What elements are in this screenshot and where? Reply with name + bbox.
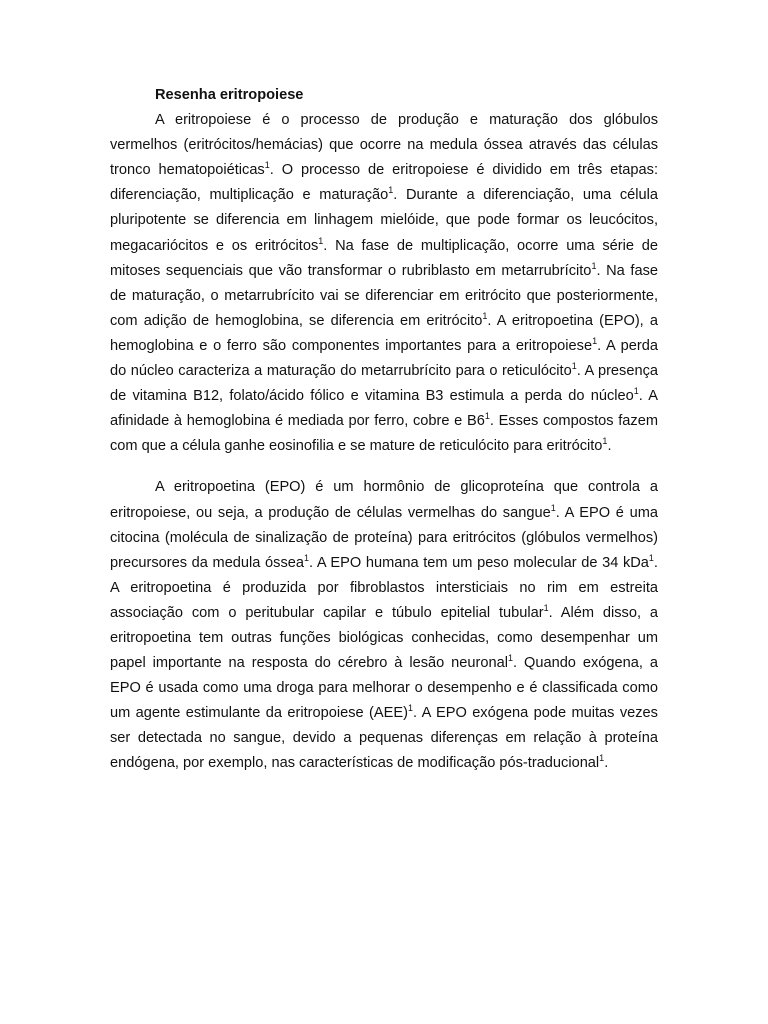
reference-number: 1 — [407, 703, 413, 714]
reference-number: 1 — [633, 386, 639, 397]
text-run: . — [604, 755, 609, 772]
reference-number: 1 — [550, 502, 556, 513]
text-run: . Na fase de multiplicação, ocorre uma série de mitoses sequenciais que vão transformar o rubriblasto em metarrubrícito — [110, 237, 658, 279]
reference-number: 1 — [482, 310, 488, 321]
text-run: A eritropoiese é o processo de produção e maturação dos glóbulos vermelhos (eritrócitos/hemácias) que ocorre na medula óssea através das células tronco hematopoiéticas — [110, 112, 658, 179]
reference-number: 1 — [484, 411, 490, 422]
reference-number: 1 — [571, 361, 577, 372]
reference-number: 1 — [318, 235, 324, 246]
text-run: . Quando exógena, a EPO é usada como uma droga para melhorar o desempenho e é classificada como um agente estimulante da eritropoiese (AEE) — [110, 655, 658, 722]
text-run: A eritropoetina (EPO) é um hormônio de glicoproteína que controla a eritropoiese, ou seja, a produção de células vermelhas do sangue — [110, 479, 658, 521]
reference-number: 1 — [543, 602, 549, 613]
reference-number: 1 — [303, 552, 309, 563]
document-page — [110, 83, 658, 777]
paragraph-2 — [110, 475, 658, 776]
reference-number: 1 — [602, 436, 608, 447]
document-title: Resenha eritropoiese — [155, 87, 304, 103]
reference-number: 1 — [388, 185, 394, 196]
text-run: . A perda do núcleo caracteriza a maturação do metarrubrícito para o reticulócito — [110, 337, 658, 380]
reference-number: 1 — [264, 160, 270, 171]
text-run: . A EPO é uma citocina (molécula de sinalização de proteína) para eritrócitos (glóbulos vermelhos) precursores da medula óssea — [110, 504, 658, 571]
reference-number: 1 — [592, 335, 598, 346]
reference-number: 1 — [599, 753, 605, 764]
text-run: . Além disso, a eritropoetina tem outras funções biológicas conhecidas, como desempenhar um papel importante na resposta do cérebro à lesão neuronal — [110, 604, 658, 672]
text-run: . Durante a diferenciação, uma célula pluripotente se diferencia em linhagem mielóide, que pode formar os leucócitos, megacariócitos e os eritrócitos — [110, 187, 658, 254]
text-run: . A EPO exógena pode muitas vezes ser detectada no sangue, devido a pequenas diferenças em relação à proteína endógena, por exemplo, nas características de modificação pós-traducional — [110, 705, 658, 772]
text-run: . A presença de vitamina B12, folato/ácido fólico e vitamina B3 estimula a perda do núcleo — [110, 363, 658, 405]
paragraph-1 — [110, 108, 658, 459]
reference-number: 1 — [507, 653, 513, 664]
text-run: . A EPO humana tem um peso molecular de 34 kDa — [308, 554, 649, 571]
document-body — [110, 108, 658, 776]
text-run: . A eritropoetina é produzida por fibroblastos intersticiais no rim em estreita associação com o peritubular capilar e túbulo epitelial tubular — [110, 554, 658, 621]
text-run: . — [607, 438, 612, 455]
text-run: . A eritropoetina (EPO), a hemoglobina e o ferro são componentes importantes para a eritropoiese — [110, 312, 659, 354]
reference-number: 1 — [648, 552, 654, 563]
text-run: . Na fase de maturação, o metarrubrícito vai se diferenciar em eritrócito que posteriormente, com adição de hemoglobina, se diferencia em eritrócito — [110, 262, 659, 329]
text-run: . A afinidade à hemoglobina é mediada por ferro, cobre e B6 — [110, 388, 658, 430]
text-run: . Esses compostos fazem com que a célula ganhe eosinofilia e se mature de reticulócito para eritrócito — [110, 413, 658, 455]
reference-number: 1 — [591, 260, 597, 271]
text-run: . O processo de eritropoiese é dividido em três etapas: diferenciação, multiplicação e maturação — [110, 162, 658, 204]
